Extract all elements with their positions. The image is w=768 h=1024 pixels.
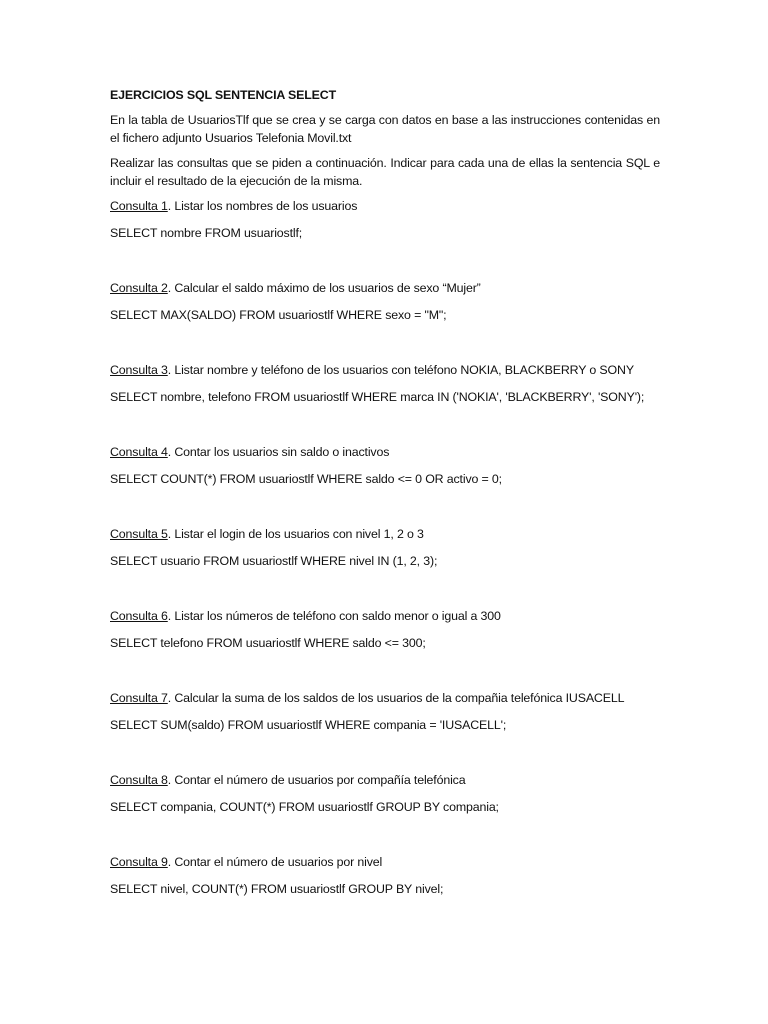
consulta-label: Consulta 4 [110,445,168,459]
consulta-question [110,771,660,789]
consulta-4 [110,443,660,488]
consulta-question-text: . Listar nombre y teléfono de los usuarios con teléfono NOKIA, BLACKBERRY o SONY [167,363,634,377]
consulta-question [110,443,660,461]
intro-paragraph-1: En la tabla de UsuariosTlf que se crea y se carga con datos en base a las instrucciones contenidas en el fichero adjunto Usuarios Telefonia Movil.txt [110,113,660,145]
consulta-question [110,689,660,707]
consulta-sql: SELECT nivel, COUNT(*) FROM usuariostlf GROUP BY nivel; [110,882,444,896]
consulta-label: Consulta 5 [110,527,168,541]
consulta-sql: SELECT usuario FROM usuariostlf WHERE nivel IN (1, 2, 3); [110,554,438,568]
consulta-label: Consulta 2 [110,281,168,295]
consulta-label: Consulta 3 [110,363,168,377]
document-content [110,86,660,935]
consulta-question [110,279,660,297]
consulta-label: Consulta 9 [110,855,168,869]
consulta-question-text: . Contar los usuarios sin saldo o inactivos [167,445,390,459]
consulta-question-text: . Listar los números de teléfono con saldo menor o igual a 300 [167,609,501,623]
consulta-sql: SELECT nombre, telefono FROM usuariostlf WHERE marca IN ('NOKIA', 'BLACKBERRY', 'SONY'); [110,390,645,404]
consulta-label: Consulta 8 [110,773,168,787]
consulta-label: Consulta 1 [110,199,168,213]
consulta-7 [110,689,660,734]
consulta-question-text: . Listar los nombres de los usuarios [167,199,358,213]
consulta-sql: SELECT nombre FROM usuariostlf; [110,226,303,240]
consulta-question [110,525,660,543]
consulta-8 [110,771,660,816]
consulta-9 [110,853,660,898]
document-title: EJERCICIOS SQL SENTENCIA SELECT [110,88,336,102]
consulta-sql: SELECT SUM(saldo) FROM usuariostlf WHERE compania = 'IUSACELL'; [110,718,507,732]
consulta-sql: SELECT COUNT(*) FROM usuariostlf WHERE saldo <= 0 OR activo = 0; [110,472,502,486]
consulta-2 [110,279,660,324]
consulta-3 [110,361,660,406]
consulta-1 [110,197,660,242]
consulta-5 [110,525,660,570]
consulta-question-text: . Contar el número de usuarios por nivel [167,855,383,869]
consulta-question-text: . Calcular la suma de los saldos de los usuarios de la compañia telefónica IUSACELL [167,691,625,705]
consulta-label: Consulta 7 [110,691,168,705]
consulta-question [110,853,660,871]
consulta-question [110,607,660,625]
intro-paragraph-2: Realizar las consultas que se piden a continuación. Indicar para cada una de ellas la sentencia SQL e incluir el resultado de la ejecución de la misma. [110,156,660,188]
consulta-6 [110,607,660,652]
consulta-sql: SELECT telefono FROM usuariostlf WHERE saldo <= 300; [110,636,426,650]
consulta-question-text: . Listar el login de los usuarios con nivel 1, 2 o 3 [167,527,424,541]
consulta-question-text: . Contar el número de usuarios por compañía telefónica [167,773,466,787]
consulta-question [110,197,660,215]
consulta-label: Consulta 6 [110,609,168,623]
consulta-sql: SELECT MAX(SALDO) FROM usuariostlf WHERE sexo = "M"; [110,308,447,322]
consulta-question [110,361,660,379]
consulta-question-text: . Calcular el saldo máximo de los usuarios de sexo “Mujer” [167,281,481,295]
consulta-sql: SELECT compania, COUNT(*) FROM usuariostlf GROUP BY compania; [110,800,499,814]
